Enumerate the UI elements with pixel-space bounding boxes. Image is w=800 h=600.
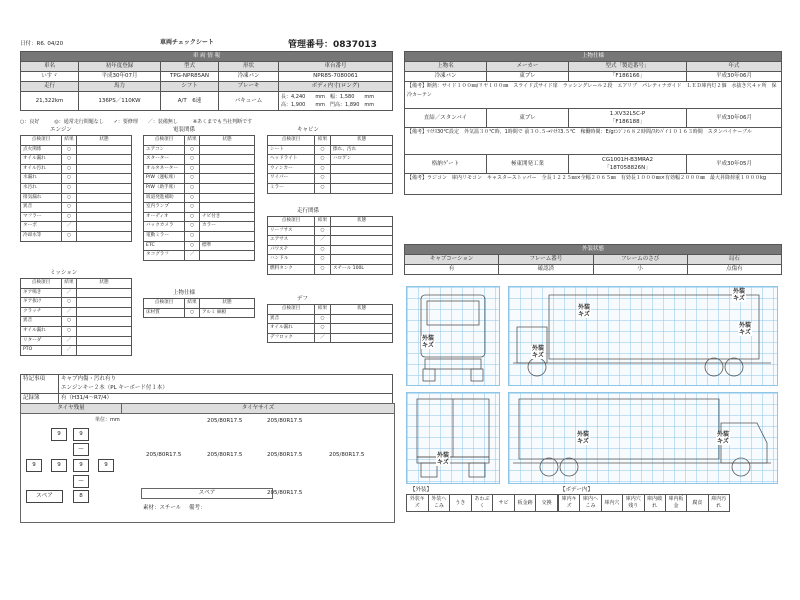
legend-item-outer: 板金跡 — [514, 495, 536, 512]
damage-mark: 外装キズ — [531, 345, 544, 359]
body-legend-title: 【ボデー内】 — [560, 487, 594, 493]
check-row: マフラー ○ — [21, 212, 132, 222]
exterior-state-table: 外装状態 キャブコーション フレーム番号 フレームのさび 局石 有 確認済 小 点傷有 — [404, 244, 782, 275]
vehicle-info-table: 車 両 情 報 車名 初年度登録 型式 形状 車台番号 いすゞ 平成30年07月 TPG-NPR85AN 冷凍バン NPR85-7080061 走行 馬力 シフト ブレーキ ボディ内寸(ロング) 21,322km 136PS／110KW A/T 6速 バキューム 長：4,240 mm 幅：1,580 mm 高：1,900 mm 門高：1,890 mm — [20, 51, 393, 111]
running-check-table: 点検項目 結果 状態 リーフサス ○ エアサス ／ パワステ ○ ハンドル ○ 燃料タンク ○ スチール 100L — [267, 216, 393, 275]
check-row: オイル漏れ ○ — [21, 326, 132, 336]
check-row: 異音 ○ — [268, 314, 393, 324]
legend-item-body: 庫内へこみ — [580, 495, 601, 512]
check-row: クラッチ ／ — [21, 307, 132, 317]
tire-front-left: 9 — [51, 428, 67, 441]
damage-mark: 外装キズ — [577, 304, 590, 318]
check-row: オイル漏れ ○ — [21, 155, 132, 165]
check-row: 水汚れ ○ — [21, 183, 132, 193]
check-row: ハンドル ○ — [268, 255, 393, 265]
outer-legend-title: 【外装】 — [410, 487, 433, 493]
check-row: 燃料タンク ○ スチール 100L — [268, 264, 393, 274]
tire-rear-right-outer: 9 — [98, 459, 114, 472]
check-row: リターダ ／ — [21, 336, 132, 346]
check-row: ギア鳴き ／ — [21, 288, 132, 298]
check-row: 坂道発進補助 ○ — [144, 193, 255, 203]
cabin-check-table: 点検項目 結果 状態 シート ○ 擦れ、汚れ ヘッドライト ○ ハロゲン ウィンカー ○ ワイパー ○ ミラー ○ — [267, 135, 393, 194]
check-row: 排気漏れ ○ — [21, 193, 132, 203]
diff-check-table: 点検項目 結果 状態 異音 ○ オイル漏れ ○ デフロック ／ — [267, 304, 393, 343]
engine-check-table: 点検項目 結果 状態 点火関係 ○ オイル漏れ ○ オイル汚れ ○ 水漏れ ○ 水汚れ ○ 排気漏れ ○ 異音 ○ マフラー ○ ターボ ／ 冷却水等 ○ — [20, 135, 132, 242]
damage-mark: 外装キズ — [738, 322, 751, 336]
check-row: デフロック ／ — [268, 333, 393, 343]
tire-spare: 8 — [73, 490, 89, 503]
check-row: ミラー ○ — [268, 183, 393, 193]
check-row: 床材質 ○ アルミ 縞板 — [144, 308, 255, 318]
check-row: オーディオ ○ ナビ付き — [144, 212, 255, 222]
check-row: 水漏れ ○ — [21, 174, 132, 184]
check-row: ターボ ／ — [21, 222, 132, 232]
spare-label: スペア — [26, 490, 63, 503]
check-row: ウィンカー ○ — [268, 164, 393, 174]
legend-item-outer: 外装キズ — [407, 495, 429, 512]
notes-table: 特記事項 キャブ内傷・汚れ有り エンジンキー２本（PL キーボード付１本） 記録簿 有（H31/4〜R7/4） — [20, 374, 393, 404]
check-row: リーフサス ○ — [268, 226, 393, 236]
legend-item-outer: サビ — [493, 495, 515, 512]
running-title: 走行関係 — [297, 208, 320, 214]
check-row: PTO ／ — [21, 346, 132, 356]
engine-title: エンジン — [50, 127, 72, 133]
legend-item-outer: うき — [450, 495, 472, 512]
legend-item-body: 庫内板金 — [665, 495, 686, 512]
check-row: エアコン ○ — [144, 145, 255, 155]
electric-title: 電装関係 — [173, 127, 196, 133]
check-row: 点火関係 ○ — [21, 145, 132, 155]
check-row: オイル漏れ ○ — [268, 324, 393, 334]
damage-mark: 外装キズ — [732, 288, 745, 302]
check-row: 冷却水等 ○ — [21, 231, 132, 241]
outer-damage-legend — [406, 494, 558, 512]
legend-item-body: 庫内破れ — [644, 495, 665, 512]
sheet-title: 車両チェックシート — [160, 39, 214, 46]
check-row: 室内ランプ ○ — [144, 203, 255, 213]
check-row: バックカメラ ○ カラー — [144, 222, 255, 232]
date: 日付：R6. 04/20 — [20, 41, 64, 47]
body-damage-legend — [558, 494, 730, 512]
check-row: エアサス ／ — [268, 236, 393, 246]
damage-mark: 外装キズ — [436, 452, 449, 466]
check-row: シート ○ 擦れ、汚れ — [268, 145, 393, 155]
check-row: ワイパー ○ — [268, 174, 393, 184]
check-row: 異音 ○ — [21, 203, 132, 213]
upper-small-check-table: 点検項目 結果 状態 床材質 ○ アルミ 縞板 — [143, 298, 255, 318]
check-row: ヘッドライト ○ ハロゲン — [268, 155, 393, 165]
tire-rear-right-inner: 9 — [73, 459, 89, 472]
tire-section: タイヤ残量 タイヤサイズ 単位：mm 9 9 — 9 9 9 9 — スペア 8 205/80R17.5 205/80R17.5 205/80R17.5 205/80R17.5 205/80R17.5 205/80R17.5 スペア 205/80R17.5 素材：スチール 備考： — [20, 403, 395, 523]
truck-rear-view — [406, 392, 500, 484]
damage-mark: 外装キズ — [716, 431, 729, 445]
check-row: オイル汚れ ○ — [21, 164, 132, 174]
check-row: P/W（助手席） ○ — [144, 183, 255, 193]
tire-rear-left-inner: 9 — [51, 459, 67, 472]
truck-side-view-bottom — [508, 392, 778, 484]
upper-spec-table: 上物仕様 上物名 メーカー 型式「製造番号」 年式 冷凍バン 東プレ 「F186166」 平成30年06月 【備考】断熱：サイド１００㎜/リヤ１００㎜ スライド式サイド扉 ラッシングレール２段 エアリブ パレティナガイド ＬＥＤ庫内灯２個 水抜き穴４ヶ所 保冷カーテン 直結／スタンバイ 東プレ 1.XV32L5C-P 「F186188」 平成30年06月 【備考】ﾏｲﾅｽ30℃設定 外気温３０℃時、1時間で 前３０.５→ﾏｲﾅｽ3.５℃ 稼働時間：E/gｴﾝｼﾞﾝ６８２時間/ｽﾀﾝﾊﾞｲ１０１６３時間 スタンバイケーブル 格納ゲート 極東開発工業 CG1001H-B3MRA2 「18T058826N」 平成30年05月 【備考】ラジコン 庫内リモコン キャスターストッパー 全長１２２５㎜×全幅２０６５㎜ 有効長１０００㎜×有効幅２０００㎜ 最大昇降荷重１０００kg — [404, 51, 782, 195]
legend-item-body: 庫内汚れ — [708, 495, 729, 512]
damage-mark: 外装キズ — [576, 431, 589, 445]
tire-front-right: 9 — [73, 428, 89, 441]
mission-title: ミッション — [50, 270, 78, 276]
cabin-title: キャビン — [297, 127, 320, 133]
legend-item-outer: 外装へこみ — [428, 495, 450, 512]
check-row: 異音 ○ — [21, 317, 132, 327]
legend-item-outer: あわぶく — [471, 495, 493, 512]
legend-item-body: 庫内穴 — [601, 495, 622, 512]
electric-check-table: 点検項目 結果 状態 エアコン ○ スターター ○ オルタネーター ○ P/W（運転席） ○ P/W（助手席） ○ 坂道発進補助 ○ 室内ランプ ○ オーディオ ○ ナビ付き バックカメラ ○ カラー 電動ミラー ○ ETC ○ 標準 タコグラフ ／ — [143, 135, 255, 261]
legend-item-body: 庫内キズ — [559, 495, 580, 512]
tire-rear-left-outer: 9 — [26, 459, 42, 472]
vehicle-info-title: 車 両 情 報 — [21, 52, 393, 62]
damage-mark: 外装キズ — [421, 335, 434, 349]
check-row: スターター ○ — [144, 155, 255, 165]
legend-item-outer: 交換 — [536, 495, 558, 512]
mission-check-table: 点検項目 結果 状態 ギア鳴き ／ ギア抜け ○ クラッチ ／ 異音 ○ オイル漏れ ○ リターダ ／ PTO ／ — [20, 278, 132, 356]
check-row: オルタネーター ○ — [144, 164, 255, 174]
legend-item-body: 庫内穴残り — [623, 495, 644, 512]
management-number: 管理番号：0837013 — [288, 40, 377, 50]
check-row: パワステ ○ — [268, 245, 393, 255]
check-row: ギア抜け ○ — [21, 298, 132, 308]
tire-front-mid: — — [73, 443, 89, 456]
check-legend: ○：良好 ◎：通常走行問題なし ✓：要修理 ／：装備無し ※あくまでも当社判断です — [20, 119, 253, 125]
check-row: P/W（運転席） ○ — [144, 174, 255, 184]
check-row: タコグラフ ／ — [144, 251, 255, 261]
diff-title: デフ — [297, 296, 309, 302]
check-row: 電動ミラー ○ — [144, 231, 255, 241]
legend-item-body: 腐食 — [687, 495, 708, 512]
check-row: ETC ○ 標準 — [144, 241, 255, 251]
tire-rear-mid: — — [73, 475, 89, 488]
upper-small-title: 上物仕様 — [173, 290, 196, 296]
